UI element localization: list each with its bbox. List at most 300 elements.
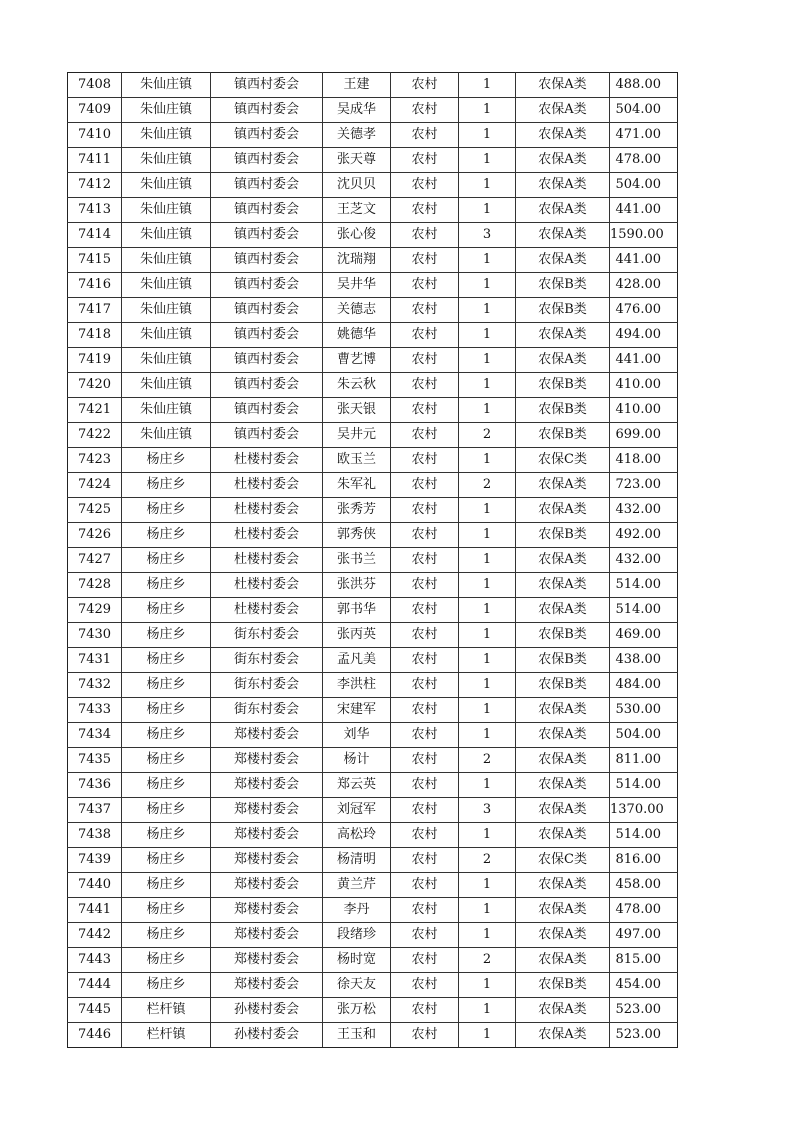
cell-count: 1 (459, 248, 516, 273)
cell-town: 朱仙庄镇 (122, 98, 211, 123)
cell-id: 7410 (68, 123, 122, 148)
table-row (68, 848, 678, 873)
table-row (68, 698, 678, 723)
cell-id: 7422 (68, 423, 122, 448)
cell-town: 朱仙庄镇 (122, 373, 211, 398)
cell-area: 农村 (391, 398, 459, 423)
table-row (68, 248, 678, 273)
cell-committee: 郑楼村委会 (211, 923, 323, 948)
cell-committee: 镇西村委会 (211, 123, 323, 148)
cell-amount: 816.00 (610, 848, 678, 873)
cell-committee: 街东村委会 (211, 623, 323, 648)
cell-committee: 镇西村委会 (211, 248, 323, 273)
cell-count: 1 (459, 873, 516, 898)
cell-area: 农村 (391, 873, 459, 898)
cell-amount: 410.00 (610, 373, 678, 398)
cell-id: 7429 (68, 598, 122, 623)
table-row (68, 373, 678, 398)
cell-category: 农保A类 (516, 698, 610, 723)
cell-amount: 514.00 (610, 598, 678, 623)
cell-name: 张洪芬 (323, 573, 391, 598)
cell-id: 7430 (68, 623, 122, 648)
cell-category: 农保C类 (516, 848, 610, 873)
table-row (68, 198, 678, 223)
table-row (68, 973, 678, 998)
cell-town: 杨庄乡 (122, 773, 211, 798)
cell-category: 农保A类 (516, 123, 610, 148)
cell-count: 1 (459, 973, 516, 998)
cell-area: 农村 (391, 823, 459, 848)
cell-category: 农保A类 (516, 573, 610, 598)
cell-category: 农保B类 (516, 423, 610, 448)
table-row (68, 323, 678, 348)
roster-body (68, 73, 678, 1048)
cell-committee: 镇西村委会 (211, 273, 323, 298)
table-row (68, 398, 678, 423)
cell-town: 杨庄乡 (122, 448, 211, 473)
cell-count: 1 (459, 823, 516, 848)
cell-committee: 杜楼村委会 (211, 448, 323, 473)
cell-count: 1 (459, 523, 516, 548)
cell-amount: 699.00 (610, 423, 678, 448)
cell-amount: 476.00 (610, 298, 678, 323)
table-row (68, 623, 678, 648)
cell-name: 王玉和 (323, 1023, 391, 1048)
table-row (68, 548, 678, 573)
cell-amount: 454.00 (610, 973, 678, 998)
cell-count: 1 (459, 273, 516, 298)
cell-area: 农村 (391, 673, 459, 698)
cell-committee: 镇西村委会 (211, 398, 323, 423)
cell-town: 朱仙庄镇 (122, 273, 211, 298)
cell-id: 7427 (68, 548, 122, 573)
table-row (68, 1023, 678, 1048)
table-row (68, 98, 678, 123)
cell-id: 7445 (68, 998, 122, 1023)
cell-name: 刘华 (323, 723, 391, 748)
cell-committee: 郑楼村委会 (211, 973, 323, 998)
cell-name: 沈瑞翔 (323, 248, 391, 273)
cell-committee: 镇西村委会 (211, 423, 323, 448)
cell-amount: 523.00 (610, 998, 678, 1023)
cell-town: 朱仙庄镇 (122, 173, 211, 198)
table-row (68, 598, 678, 623)
cell-amount: 478.00 (610, 898, 678, 923)
cell-id: 7443 (68, 948, 122, 973)
cell-name: 关德孝 (323, 123, 391, 148)
table-row (68, 798, 678, 823)
cell-id: 7417 (68, 298, 122, 323)
cell-name: 张天银 (323, 398, 391, 423)
cell-id: 7412 (68, 173, 122, 198)
cell-count: 1 (459, 648, 516, 673)
cell-town: 杨庄乡 (122, 648, 211, 673)
table-row (68, 348, 678, 373)
cell-amount: 514.00 (610, 823, 678, 848)
cell-amount: 469.00 (610, 623, 678, 648)
cell-town: 朱仙庄镇 (122, 148, 211, 173)
cell-committee: 杜楼村委会 (211, 598, 323, 623)
cell-id: 7425 (68, 498, 122, 523)
cell-category: 农保A类 (516, 473, 610, 498)
cell-count: 2 (459, 423, 516, 448)
cell-town: 杨庄乡 (122, 948, 211, 973)
cell-area: 农村 (391, 573, 459, 598)
cell-amount: 478.00 (610, 148, 678, 173)
cell-town: 杨庄乡 (122, 898, 211, 923)
cell-amount: 815.00 (610, 948, 678, 973)
cell-amount: 484.00 (610, 673, 678, 698)
cell-committee: 街东村委会 (211, 698, 323, 723)
cell-committee: 镇西村委会 (211, 348, 323, 373)
cell-area: 农村 (391, 698, 459, 723)
cell-category: 农保A类 (516, 948, 610, 973)
cell-committee: 郑楼村委会 (211, 848, 323, 873)
cell-id: 7436 (68, 773, 122, 798)
cell-count: 1 (459, 448, 516, 473)
cell-town: 杨庄乡 (122, 598, 211, 623)
cell-category: 农保A类 (516, 348, 610, 373)
cell-name: 欧玉兰 (323, 448, 391, 473)
cell-count: 1 (459, 373, 516, 398)
cell-name: 张丙英 (323, 623, 391, 648)
table-row (68, 573, 678, 598)
cell-amount: 523.00 (610, 1023, 678, 1048)
cell-id: 7440 (68, 873, 122, 898)
cell-committee: 杜楼村委会 (211, 473, 323, 498)
cell-name: 朱云秋 (323, 373, 391, 398)
cell-committee: 街东村委会 (211, 673, 323, 698)
cell-id: 7442 (68, 923, 122, 948)
table-row (68, 673, 678, 698)
cell-count: 1 (459, 723, 516, 748)
cell-town: 朱仙庄镇 (122, 398, 211, 423)
cell-id: 7437 (68, 798, 122, 823)
cell-committee: 镇西村委会 (211, 73, 323, 98)
cell-area: 农村 (391, 848, 459, 873)
cell-town: 朱仙庄镇 (122, 73, 211, 98)
cell-amount: 418.00 (610, 448, 678, 473)
cell-committee: 镇西村委会 (211, 173, 323, 198)
cell-category: 农保A类 (516, 548, 610, 573)
cell-category: 农保A类 (516, 73, 610, 98)
cell-count: 1 (459, 1023, 516, 1048)
cell-amount: 441.00 (610, 248, 678, 273)
cell-count: 1 (459, 198, 516, 223)
cell-committee: 郑楼村委会 (211, 898, 323, 923)
cell-name: 朱军礼 (323, 473, 391, 498)
cell-category: 农保A类 (516, 773, 610, 798)
cell-town: 栏杆镇 (122, 998, 211, 1023)
cell-committee: 镇西村委会 (211, 198, 323, 223)
table-row (68, 998, 678, 1023)
cell-amount: 441.00 (610, 198, 678, 223)
cell-count: 1 (459, 398, 516, 423)
cell-name: 杨计 (323, 748, 391, 773)
table-row (68, 73, 678, 98)
cell-area: 农村 (391, 298, 459, 323)
cell-category: 农保A类 (516, 98, 610, 123)
cell-town: 朱仙庄镇 (122, 423, 211, 448)
cell-id: 7438 (68, 823, 122, 848)
cell-town: 朱仙庄镇 (122, 123, 211, 148)
cell-amount: 497.00 (610, 923, 678, 948)
cell-category: 农保B类 (516, 973, 610, 998)
cell-id: 7408 (68, 73, 122, 98)
cell-category: 农保A类 (516, 198, 610, 223)
cell-town: 杨庄乡 (122, 723, 211, 748)
cell-name: 吴井华 (323, 273, 391, 298)
cell-category: 农保B类 (516, 523, 610, 548)
cell-amount: 492.00 (610, 523, 678, 548)
cell-name: 张书兰 (323, 548, 391, 573)
cell-category: 农保A类 (516, 148, 610, 173)
cell-committee: 镇西村委会 (211, 373, 323, 398)
cell-category: 农保B类 (516, 273, 610, 298)
cell-category: 农保B类 (516, 373, 610, 398)
cell-committee: 杜楼村委会 (211, 573, 323, 598)
cell-area: 农村 (391, 423, 459, 448)
cell-area: 农村 (391, 198, 459, 223)
cell-area: 农村 (391, 748, 459, 773)
cell-town: 朱仙庄镇 (122, 348, 211, 373)
cell-town: 栏杆镇 (122, 1023, 211, 1048)
cell-id: 7434 (68, 723, 122, 748)
cell-count: 1 (459, 348, 516, 373)
cell-count: 1 (459, 923, 516, 948)
cell-count: 1 (459, 598, 516, 623)
cell-count: 1 (459, 998, 516, 1023)
cell-category: 农保A类 (516, 723, 610, 748)
table-row (68, 123, 678, 148)
cell-town: 杨庄乡 (122, 698, 211, 723)
cell-amount: 723.00 (610, 473, 678, 498)
cell-committee: 杜楼村委会 (211, 498, 323, 523)
cell-amount: 514.00 (610, 573, 678, 598)
cell-count: 2 (459, 748, 516, 773)
cell-name: 郑云英 (323, 773, 391, 798)
cell-amount: 432.00 (610, 498, 678, 523)
cell-count: 2 (459, 848, 516, 873)
cell-amount: 488.00 (610, 73, 678, 98)
cell-area: 农村 (391, 973, 459, 998)
cell-name: 刘冠军 (323, 798, 391, 823)
cell-area: 农村 (391, 898, 459, 923)
cell-committee: 孙楼村委会 (211, 998, 323, 1023)
cell-area: 农村 (391, 348, 459, 373)
cell-amount: 410.00 (610, 398, 678, 423)
cell-amount: 438.00 (610, 648, 678, 673)
cell-count: 1 (459, 623, 516, 648)
cell-id: 7432 (68, 673, 122, 698)
cell-town: 杨庄乡 (122, 748, 211, 773)
cell-name: 姚德华 (323, 323, 391, 348)
cell-count: 2 (459, 473, 516, 498)
cell-town: 杨庄乡 (122, 973, 211, 998)
cell-category: 农保A类 (516, 498, 610, 523)
cell-count: 1 (459, 573, 516, 598)
cell-committee: 郑楼村委会 (211, 773, 323, 798)
table-row (68, 273, 678, 298)
cell-area: 农村 (391, 923, 459, 948)
cell-town: 杨庄乡 (122, 548, 211, 573)
cell-category: 农保B类 (516, 623, 610, 648)
table-row (68, 948, 678, 973)
table-row (68, 923, 678, 948)
cell-count: 1 (459, 123, 516, 148)
cell-name: 张万松 (323, 998, 391, 1023)
cell-amount: 811.00 (610, 748, 678, 773)
table-row (68, 823, 678, 848)
cell-count: 1 (459, 498, 516, 523)
cell-area: 农村 (391, 1023, 459, 1048)
table-row (68, 648, 678, 673)
cell-name: 吴成华 (323, 98, 391, 123)
cell-area: 农村 (391, 448, 459, 473)
cell-count: 1 (459, 73, 516, 98)
cell-area: 农村 (391, 623, 459, 648)
cell-amount: 471.00 (610, 123, 678, 148)
cell-id: 7419 (68, 348, 122, 373)
cell-committee: 郑楼村委会 (211, 873, 323, 898)
cell-id: 7414 (68, 223, 122, 248)
cell-committee: 杜楼村委会 (211, 548, 323, 573)
cell-area: 农村 (391, 523, 459, 548)
table-row (68, 498, 678, 523)
cell-name: 张天尊 (323, 148, 391, 173)
cell-id: 7433 (68, 698, 122, 723)
cell-id: 7420 (68, 373, 122, 398)
cell-committee: 郑楼村委会 (211, 948, 323, 973)
cell-town: 杨庄乡 (122, 848, 211, 873)
cell-category: 农保B类 (516, 673, 610, 698)
cell-name: 孟凡美 (323, 648, 391, 673)
cell-area: 农村 (391, 223, 459, 248)
cell-id: 7413 (68, 198, 122, 223)
table-row (68, 223, 678, 248)
cell-town: 朱仙庄镇 (122, 198, 211, 223)
cell-count: 2 (459, 948, 516, 973)
table-row (68, 523, 678, 548)
cell-amount: 530.00 (610, 698, 678, 723)
cell-area: 农村 (391, 323, 459, 348)
cell-area: 农村 (391, 473, 459, 498)
cell-id: 7418 (68, 323, 122, 348)
cell-category: 农保A类 (516, 598, 610, 623)
cell-id: 7411 (68, 148, 122, 173)
cell-area: 农村 (391, 73, 459, 98)
cell-amount: 504.00 (610, 723, 678, 748)
cell-area: 农村 (391, 998, 459, 1023)
table-row (68, 298, 678, 323)
cell-id: 7428 (68, 573, 122, 598)
cell-amount: 441.00 (610, 348, 678, 373)
cell-area: 农村 (391, 98, 459, 123)
cell-area: 农村 (391, 373, 459, 398)
cell-id: 7424 (68, 473, 122, 498)
cell-count: 1 (459, 323, 516, 348)
cell-count: 1 (459, 673, 516, 698)
cell-category: 农保A类 (516, 898, 610, 923)
cell-town: 朱仙庄镇 (122, 248, 211, 273)
cell-area: 农村 (391, 148, 459, 173)
cell-area: 农村 (391, 598, 459, 623)
cell-area: 农村 (391, 773, 459, 798)
cell-name: 关德志 (323, 298, 391, 323)
table-row (68, 723, 678, 748)
cell-category: 农保B类 (516, 398, 610, 423)
cell-count: 3 (459, 223, 516, 248)
cell-committee: 镇西村委会 (211, 148, 323, 173)
cell-name: 郭书华 (323, 598, 391, 623)
cell-count: 1 (459, 148, 516, 173)
cell-id: 7439 (68, 848, 122, 873)
cell-id: 7415 (68, 248, 122, 273)
cell-category: 农保A类 (516, 748, 610, 773)
cell-count: 1 (459, 898, 516, 923)
cell-count: 1 (459, 548, 516, 573)
cell-category: 农保B类 (516, 648, 610, 673)
cell-count: 1 (459, 173, 516, 198)
cell-area: 农村 (391, 248, 459, 273)
cell-count: 1 (459, 298, 516, 323)
cell-category: 农保B类 (516, 298, 610, 323)
cell-town: 杨庄乡 (122, 623, 211, 648)
cell-category: 农保A类 (516, 248, 610, 273)
cell-name: 郭秀侠 (323, 523, 391, 548)
table-row (68, 173, 678, 198)
cell-area: 农村 (391, 123, 459, 148)
cell-name: 李洪柱 (323, 673, 391, 698)
cell-name: 沈贝贝 (323, 173, 391, 198)
cell-town: 杨庄乡 (122, 473, 211, 498)
cell-id: 7423 (68, 448, 122, 473)
cell-category: 农保A类 (516, 223, 610, 248)
cell-name: 高松玲 (323, 823, 391, 848)
cell-area: 农村 (391, 548, 459, 573)
cell-id: 7435 (68, 748, 122, 773)
cell-town: 朱仙庄镇 (122, 223, 211, 248)
cell-committee: 孙楼村委会 (211, 1023, 323, 1048)
cell-committee: 杜楼村委会 (211, 523, 323, 548)
cell-amount: 458.00 (610, 873, 678, 898)
table-row (68, 448, 678, 473)
table-row (68, 748, 678, 773)
cell-town: 杨庄乡 (122, 673, 211, 698)
cell-count: 1 (459, 98, 516, 123)
cell-name: 李丹 (323, 898, 391, 923)
cell-committee: 镇西村委会 (211, 323, 323, 348)
cell-area: 农村 (391, 498, 459, 523)
cell-id: 7446 (68, 1023, 122, 1048)
cell-name: 曹艺博 (323, 348, 391, 373)
cell-town: 杨庄乡 (122, 873, 211, 898)
cell-category: 农保C类 (516, 448, 610, 473)
cell-id: 7426 (68, 523, 122, 548)
cell-committee: 镇西村委会 (211, 98, 323, 123)
cell-area: 农村 (391, 723, 459, 748)
cell-id: 7409 (68, 98, 122, 123)
cell-town: 杨庄乡 (122, 798, 211, 823)
cell-amount: 504.00 (610, 98, 678, 123)
cell-amount: 504.00 (610, 173, 678, 198)
cell-category: 农保A类 (516, 823, 610, 848)
table-row (68, 473, 678, 498)
table-row (68, 148, 678, 173)
cell-category: 农保A类 (516, 798, 610, 823)
cell-committee: 街东村委会 (211, 648, 323, 673)
cell-area: 农村 (391, 273, 459, 298)
